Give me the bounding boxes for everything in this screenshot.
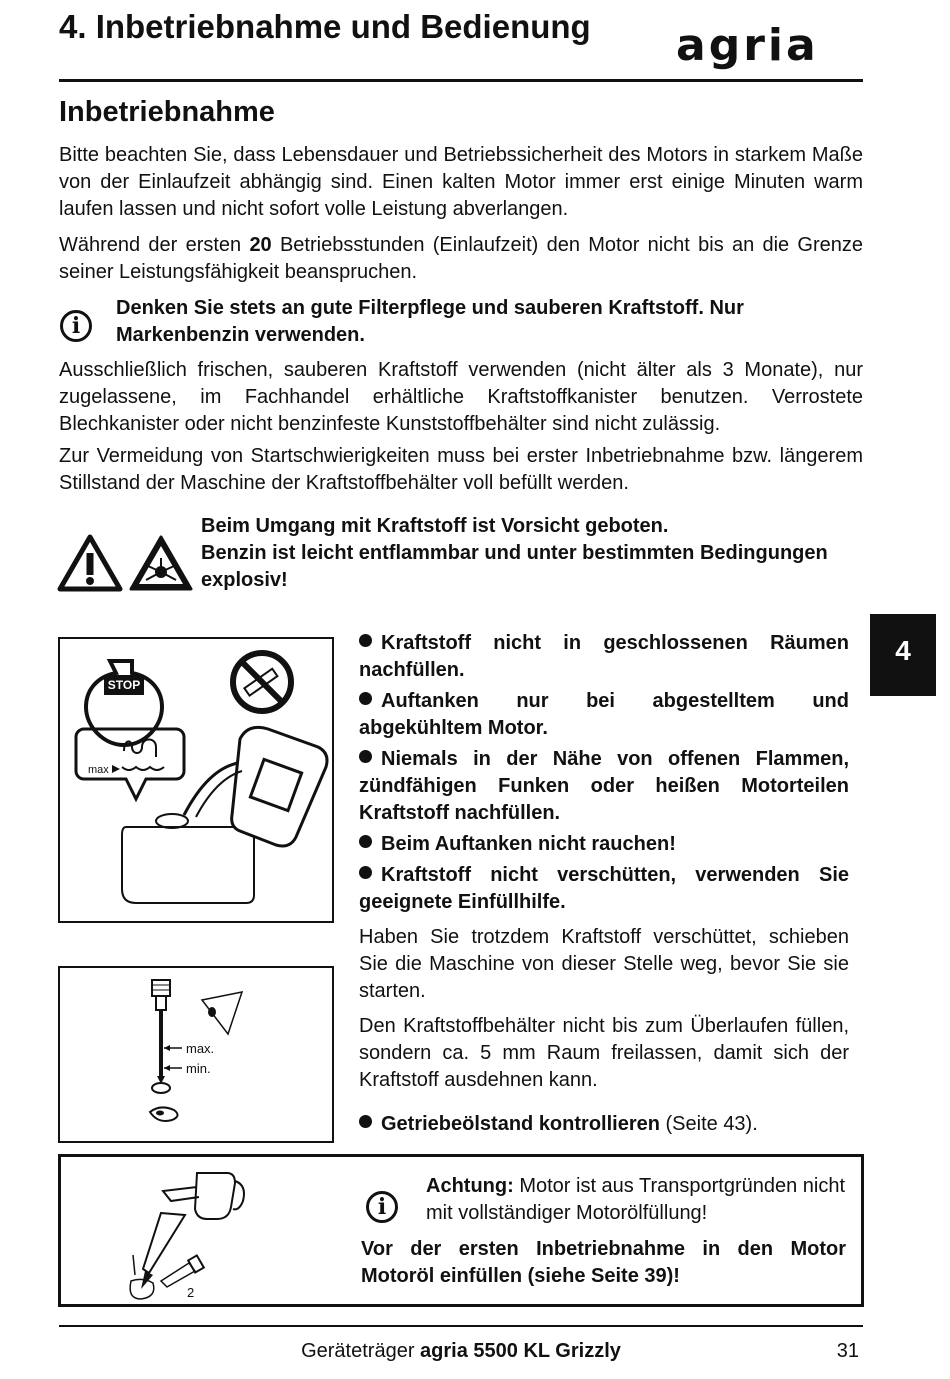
bullet-icon [359,835,372,848]
paragraph-fresh-fuel: Ausschließlich frischen, sauberen Kraftstoff verwenden (nicht älter als 3 Monate), nur zugelassene, im Fachhandel erhältliche Kraftstoffkanister benutzen. Verrostete Blechkanister oder nicht benzinfeste Kunststoffbehälter sind nicht zulässig. [59,359,863,435]
chapter-tab: 4 [870,614,936,696]
list-item: Auftanken nur bei abgestelltem und abgekühltem Motor. [359,690,849,739]
attention-info-icon: i [366,1191,398,1223]
warning-triangle-icon [57,534,123,592]
bullet-icon [359,1115,372,1128]
agria-logo: agria [676,20,819,71]
page-number: 31 [836,1340,859,1362]
attention-box [58,1154,864,1307]
bullet-icon [359,692,372,705]
section-heading: Inbetriebnahme [59,96,275,128]
list-item: Kraftstoff nicht verschütten, verwenden Sie geeignete Einfüllhilfe. [359,864,849,913]
footer-rule [59,1325,863,1327]
fueling-drawing [60,639,332,921]
list-item: Kraftstoff nicht in geschlossenen Räumen nachfüllen. [359,632,849,681]
header-rule [59,79,863,82]
oil-dipstick-illustration [58,966,334,1143]
motor-oil-note: Vor der ersten Inbetriebnahme in den Motor Motoröl einfüllen (siehe Seite 39)! [361,1238,846,1287]
list-item: Niemals in der Nähe von offenen Flammen, zündfähigen Funken oder heißen Motorteilen Kraftstoff nachfüllen. [359,748,849,824]
paragraph-running-in: Bitte beachten Sie, dass Lebensdauer und Betriebssicherheit des Motors in starkem Maße von der Einlaufzeit abhängig sind. Einen kalten Motor immer erst einige Minuten warm laufen lassen und nicht sofort volle Leistung abverlangen. [59,144,863,220]
fueling-illustration [58,637,334,923]
bullet-icon [359,866,372,879]
stop-label: STOP [107,678,141,692]
paragraph-tank-fill: Den Kraftstoffbehälter nicht bis zum Überlaufen füllen, sondern ca. 5 mm Raum freilassen, damit sich der Kraftstoff ausdehnen kann. [359,1015,849,1091]
gearbox-oil-check: Getriebeölstand kontrollieren (Seite 43). [359,1111,849,1138]
max-label: max [88,764,109,776]
bullet-icon [359,634,372,647]
paragraph-start-difficulties: Zur Vermeidung von Startschwierigkeiten muss bei erster Inbetriebnahme bzw. längerem Stillstand der Maschine der Kraftstoffbehälter voll befüllt werden. [59,445,863,494]
paragraph-first-hours: Während der ersten 20 Betriebsstunden (Einlaufzeit) den Motor nicht bis an die Grenze seiner Leistungsfähigkeit beanspruchen. [59,234,863,283]
dipstick-max-label: max. [186,1041,215,1056]
info-note-fuel: Denken Sie stets an gute Filterpflege und sauberen Kraftstoff. Nur Markenbenzin verwenden. [116,297,744,346]
fuel-warning: Beim Umgang mit Kraftstoff ist Vorsicht geboten. Benzin ist leicht entflammbar und unter bestimmten Bedingungen explosiv! [201,515,828,591]
info-icon: i [60,310,92,342]
attention-text: Achtung: Motor ist aus Transportgründen nicht mit vollständiger Motorölfüllung! [426,1175,846,1224]
dipstick-drawing [60,968,332,1141]
explosive-hazard-icon [128,534,194,592]
page-title: 4. Inbetriebnahme und Bedienung [59,8,591,45]
list-item: Beim Auftanken nicht rauchen! [359,831,849,858]
bullet-icon [359,750,372,763]
footer-model: Geräteträger agria 5500 KL Grizzly [301,1340,621,1362]
fuel-safety-list [359,630,849,920]
dipstick-min-label: min. [186,1061,211,1076]
figure-number: 2 [187,1285,195,1300]
paragraph-spilled-fuel: Haben Sie trotzdem Kraftstoff verschüttet, schieben Sie die Maschine von dieser Stelle weg, bevor Sie sie starten. [359,926,849,1002]
oil-filling-drawing [121,1165,251,1301]
